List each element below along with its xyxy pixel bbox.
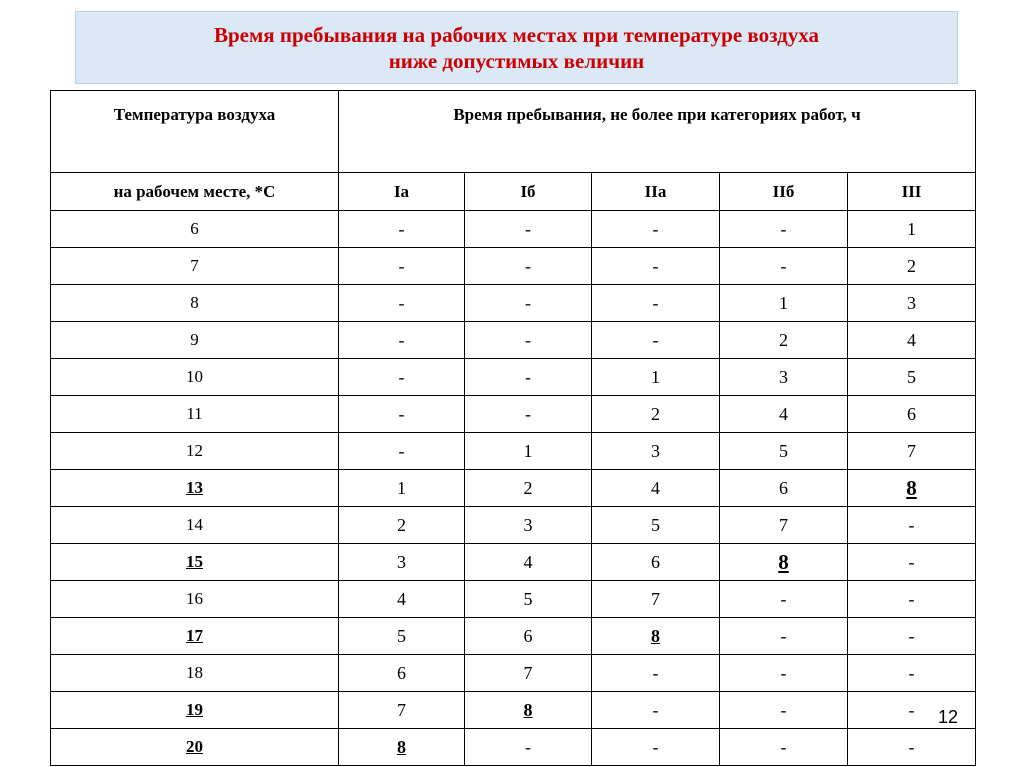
value-cell: 4 <box>339 581 465 618</box>
value-cell: 3 <box>720 359 848 396</box>
value-cell: 2 <box>720 322 848 359</box>
temperature-cell: 17 <box>51 618 339 655</box>
value-cell: 8 <box>848 470 976 507</box>
temperature-cell: 18 <box>51 655 339 692</box>
value-cell: - <box>720 211 848 248</box>
value-cell: - <box>592 692 720 729</box>
value-cell: 6 <box>592 544 720 581</box>
value-cell: - <box>339 433 465 470</box>
table-row <box>51 470 976 507</box>
table-row <box>51 285 976 322</box>
table-row <box>51 692 976 729</box>
temperature-cell: 20 <box>51 729 339 766</box>
value-cell: 7 <box>339 692 465 729</box>
header-temperature: Температура воздуха <box>51 91 339 173</box>
value-cell: 5 <box>720 433 848 470</box>
table-row <box>51 544 976 581</box>
value-cell: - <box>465 359 592 396</box>
temperature-table <box>50 90 976 766</box>
table-row <box>51 507 976 544</box>
header-category-ib: Iб <box>465 173 592 211</box>
value-cell: 4 <box>465 544 592 581</box>
table-row <box>51 729 976 766</box>
value-cell: - <box>848 618 976 655</box>
value-cell: 6 <box>720 470 848 507</box>
table-row <box>51 396 976 433</box>
table-row <box>51 248 976 285</box>
value-cell: 6 <box>848 396 976 433</box>
value-cell: - <box>339 359 465 396</box>
value-cell: 4 <box>720 396 848 433</box>
value-cell: 7 <box>720 507 848 544</box>
value-cell: 3 <box>592 433 720 470</box>
value-cell: - <box>720 692 848 729</box>
value-cell: 1 <box>592 359 720 396</box>
value-cell: 4 <box>592 470 720 507</box>
temperature-cell: 19 <box>51 692 339 729</box>
temperature-cell: 6 <box>51 211 339 248</box>
temperature-cell: 8 <box>51 285 339 322</box>
value-cell: 2 <box>339 507 465 544</box>
value-cell: - <box>465 729 592 766</box>
value-cell: - <box>339 396 465 433</box>
value-cell: 1 <box>339 470 465 507</box>
header-row-2 <box>51 173 976 211</box>
value-cell: - <box>465 211 592 248</box>
value-cell: 2 <box>465 470 592 507</box>
value-cell: - <box>848 544 976 581</box>
value-cell: 7 <box>465 655 592 692</box>
value-cell: - <box>720 729 848 766</box>
temperature-cell: 13 <box>51 470 339 507</box>
value-cell: - <box>339 322 465 359</box>
temperature-cell: 9 <box>51 322 339 359</box>
value-cell: - <box>592 655 720 692</box>
table-row <box>51 359 976 396</box>
temperature-cell: 11 <box>51 396 339 433</box>
value-cell: 5 <box>465 581 592 618</box>
table-row <box>51 618 976 655</box>
value-cell: - <box>592 248 720 285</box>
value-cell: 2 <box>592 396 720 433</box>
value-cell: 4 <box>848 322 976 359</box>
value-cell: 1 <box>848 211 976 248</box>
header-stay-time: Время пребывания, не более при категориях работ, ч <box>339 91 976 173</box>
table-row <box>51 322 976 359</box>
value-cell: 8 <box>465 692 592 729</box>
value-cell: - <box>720 655 848 692</box>
value-cell: - <box>465 322 592 359</box>
value-cell: 7 <box>592 581 720 618</box>
value-cell: - <box>592 211 720 248</box>
value-cell: - <box>592 729 720 766</box>
value-cell: - <box>592 322 720 359</box>
header-category-ia: Iа <box>339 173 465 211</box>
value-cell: 3 <box>465 507 592 544</box>
temperature-cell: 16 <box>51 581 339 618</box>
value-cell: - <box>592 285 720 322</box>
value-cell: 8 <box>339 729 465 766</box>
value-cell: 2 <box>848 248 976 285</box>
value-cell: 8 <box>592 618 720 655</box>
value-cell: - <box>720 581 848 618</box>
page-number: 12 <box>938 707 959 727</box>
value-cell: - <box>848 507 976 544</box>
value-cell: 8 <box>720 544 848 581</box>
value-cell: 3 <box>848 285 976 322</box>
temperature-cell: 14 <box>51 507 339 544</box>
header-workplace: на рабочем месте, *С <box>51 173 339 211</box>
value-cell: - <box>720 248 848 285</box>
value-cell: - <box>465 396 592 433</box>
table-row <box>51 655 976 692</box>
header-row-1 <box>51 91 976 173</box>
table-row <box>51 433 976 470</box>
value-cell: 3 <box>339 544 465 581</box>
value-cell: - <box>848 692 976 729</box>
table-row <box>51 581 976 618</box>
value-cell: 5 <box>339 618 465 655</box>
value-cell: 1 <box>720 285 848 322</box>
value-cell: 7 <box>848 433 976 470</box>
value-cell: 6 <box>465 618 592 655</box>
temperature-cell: 10 <box>51 359 339 396</box>
value-cell: - <box>339 285 465 322</box>
value-cell: 5 <box>848 359 976 396</box>
title-line-2: ниже допустимых величин <box>388 48 645 73</box>
value-cell: - <box>848 729 976 766</box>
temperature-cell: 7 <box>51 248 339 285</box>
value-cell: - <box>339 248 465 285</box>
value-cell: 1 <box>465 433 592 470</box>
value-cell: 5 <box>592 507 720 544</box>
value-cell: - <box>465 248 592 285</box>
value-cell: - <box>465 285 592 322</box>
header-category-iia: IIа <box>592 173 720 211</box>
header-category-iib: IIб <box>720 173 848 211</box>
temperature-cell: 12 <box>51 433 339 470</box>
value-cell: - <box>720 618 848 655</box>
value-cell: - <box>848 655 976 692</box>
slide-title <box>75 11 958 84</box>
title-line-1: Время пребывания на рабочих местах при температуре воздуха <box>213 22 819 47</box>
value-cell: - <box>339 211 465 248</box>
temperature-cell: 15 <box>51 544 339 581</box>
value-cell: - <box>848 581 976 618</box>
header-category-iii: III <box>848 173 976 211</box>
table-row <box>51 211 976 248</box>
value-cell: 6 <box>339 655 465 692</box>
